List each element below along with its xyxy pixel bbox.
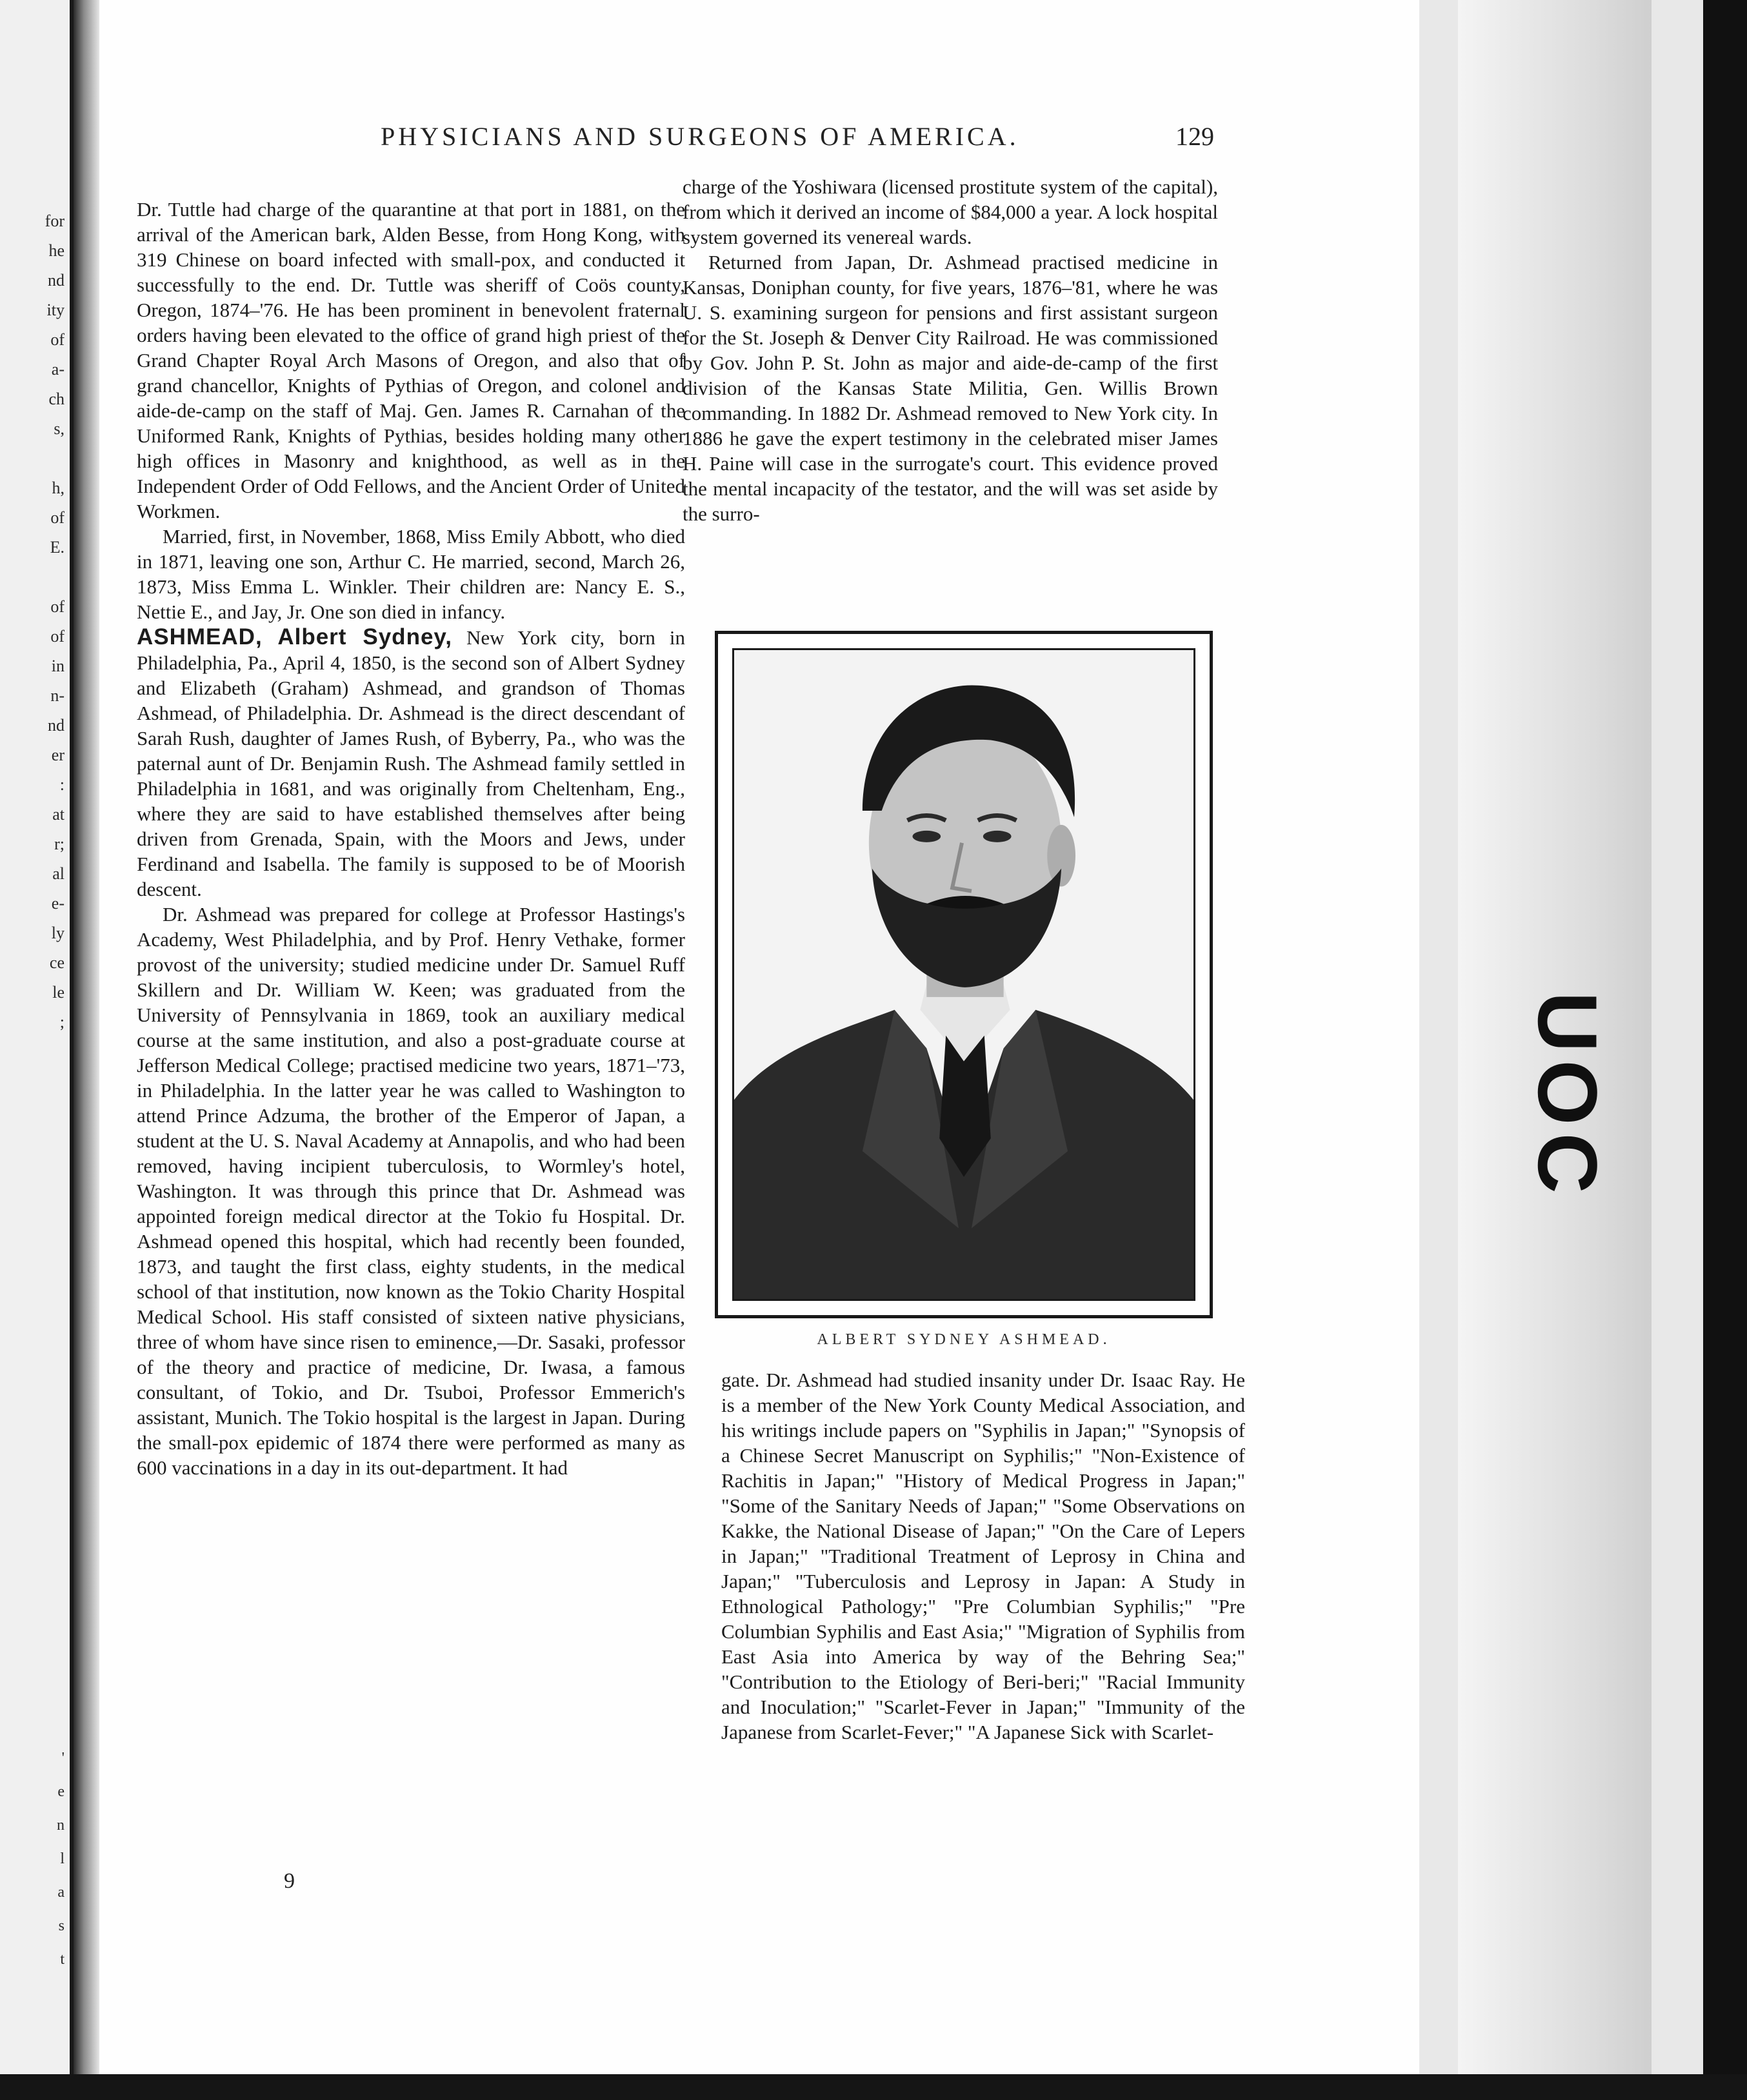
facing-fragment: nd [48,271,65,290]
facing-fragment: a [57,1884,65,1901]
facing-fragment: s, [54,419,65,438]
facing-fragment: e- [51,894,65,913]
facing-fragment: E. [50,538,65,557]
facing-fragment: h, [52,479,65,497]
right-column-bottom [721,1367,1245,1745]
facing-fragment: al [52,864,65,883]
facing-fragment: of [50,508,65,527]
book-gutter [74,0,99,2100]
facing-fragment: at [52,805,65,824]
facing-fragment: l [60,1850,65,1867]
paragraph: gate. Dr. Ashmead had studied insanity under Dr. Isaac Ray. He is a member of the New York County Medical Association, and his writings include papers on "Syphilis in Japan;" "Synopsis of a Chinese Secret Manuscript on Syphilis;" "Non-Existence of Rachitis in Japan;" "History of Medical Progress in Japan;" "Some of the Sanitary Needs of Japan;" "Some Observations on Kakke, the National Disease of Japan;" "On the Care of Lepers in Japan;" "Traditional Treatment of Leprosy in China and Japan;" "Tuberculosis and Leprosy in Japan: A Study in Ethnological Pathology;" "Pre Columbian Syphilis;" "Pre Columbian Syphilis and East Asia;" "Migration of Syphilis from East Asia into America by way of the Behring Sea;" "Contribution to the Etiology of Beri-beri;" "Racial Immunity and Inoculation;" "Scarlet-Fever in Japan;" "Immunity of the Japanese from Scarlet-Fever;" "A Japanese Sick with Scarlet- [721,1369,1245,1743]
facing-fragment: le [52,983,65,1002]
paragraph: Returned from Japan, Dr. Ashmead practised medicine in Kansas, Doniphan county, for five years, 1876–'81, where he was U. S. examining surgeon for pensions and first assistant surgeon for the St. Joseph & Denver City Railroad. He was commissioned by Gov. John P. St. John as major and aide-de-camp of the first division of the Kansas State Militia, Gen. Willis Brown commanding. In 1882 Dr. Ashmead removed to New York city. In 1886 he gave the expert testimony in the celebrated miser James H. Paine will case in the surrogate's court. This evidence proved the mental incapacity of the testator, and the will was set aside by the surro- [683,251,1218,525]
facing-fragment: he [48,241,65,260]
facing-fragment: nd [48,716,65,735]
facing-fragment: ch [48,390,65,408]
facing-fragment: n- [50,686,65,705]
facing-fragment: s [58,1917,65,1934]
facing-page-text [5,206,65,1037]
page-number: 129 [1175,122,1214,151]
facing-fragment: ' [61,1750,65,1767]
paragraph: Married, first, in November, 1868, Miss Emily Abbott, who died in 1871, leaving one son, Arthur C. He married, second, March 26, 1873, Miss Emma L. Winkler. Their children are: Nancy E. S., Nettie E., and Jay, Jr. One son died in infancy. [137,525,685,623]
biography-entry [137,624,685,902]
facing-fragment: of [50,330,65,349]
portrait-frame [715,631,1213,1318]
facing-fragment: r; [54,835,65,853]
portrait-illustration [734,650,1193,1299]
left-column [137,197,685,1480]
archive-watermark [1503,967,1632,1225]
facing-fragment: in [51,657,65,675]
paragraph: charge of the Yoshiwara (licensed prostitute system of the capital), from which it derived an income of $84,000 a year. A lock hospital system governed its venereal wards. [683,175,1218,248]
entry-text: New York city, born in Philadelphia, Pa., April 4, 1850, is the second son of Albert Sydney and Elizabeth (Graham) Ashmead, and grandson of Thomas Ashmead, of Philadelphia. Dr. Ashmead is the direct descendant of Sarah Rush, daughter of James Rush, of Byberry, Pa., who was the paternal aunt of Dr. Benjamin Rush. The Ashmead family settled in Philadelphia in 1681, and was originally from Cheltenham, Eng., where they are said to have established themselves after being driven from Grenada, Spain, with the Moors and Jews, under Ferdinand and Isabella. The family is supposed to be of Moorish descent. [137,626,685,900]
paragraph: Dr. Tuttle had charge of the quarantine at that port in 1881, on the arrival of the American bark, Alden Besse, from Hong Kong, with 319 Chinese on board infected with small-pox, and conducted it successfully to the end. Dr. Tuttle was sheriff of Coös county, Oregon, 1874–'76. He has been prominent in benevolent fraternal orders having been elevated to the office of grand high priest of the Grand Chapter Royal Arch Masons of Oregon, and also that of grand chancellor, Knights of Pythias of Oregon, and colonel and aide-de-camp on the staff of Maj. Gen. James R. Carnahan of the Uniformed Rank, Knights of Pythias, besides holding many other high offices in Masonry and knighthood, as well as in the Independent Order of Odd Fellows, and the Ancient Order of United Workmen. [137,198,685,522]
entry-name: ASHMEAD, Albert Sydney, [137,624,453,649]
facing-fragment: n [57,1817,65,1834]
running-head: PHYSICIANS AND SURGEONS OF AMERICA. [381,122,1019,151]
facing-page-bottom-text [5,1741,65,1976]
facing-fragment: ly [51,924,65,942]
facing-fragment: ity [46,301,65,319]
signature-mark: 9 [284,1869,295,1893]
archive-watermark-text: UOC [1521,991,1615,1202]
portrait-caption: ALBERT SYDNEY ASHMEAD. [817,1331,1111,1348]
facing-fragment: t [60,1951,65,1968]
facing-fragment: a- [51,360,65,379]
facing-fragment: : [59,775,65,794]
facing-fragment: for [45,212,65,230]
portrait-photo [732,648,1195,1301]
facing-fragment [5,562,65,592]
paragraph: Dr. Ashmead was prepared for college at Professor Hastings's Academy, West Philadelphia, and by Prof. Henry Vethake, former provost of the university; studied medicine under Dr. Samuel Ruff Skillern and Dr. William W. Keen; was graduated from the University of Pennsylvania in 1869, took an auxiliary medical course at the same institution, and also a post-graduate course at Jefferson Medical College; practised medicine two years, 1871–'73, in Philadelphia. In the latter year he was called to Washington to attend Prince Adzuma, the brother of the Emperor of Japan, a student at the U. S. Naval Academy at Annapolis, and who had been removed, having incipient tuberculosis, to Wormley's hotel, Washington. It was through this prince that Dr. Ashmead was appointed foreign medical director at the Tokio fu Hospital. Dr. Ashmead opened this hospital, which had recently been founded, 1873, and taught the first class, eighty students, in the medical school of that institution, now known as the Tokio Charity Hospital Medical School. His staff consisted of sixteen native physicians, three of whom have since risen to eminence,—Dr. Sasaki, professor of the theory and practice of medicine, Dr. Iwasa, a famous consultant, of Tokio, and Dr. Tsuboi, Professor Emmerich's assistant, Munich. The Tokio hospital is the largest in Japan. During the small-pox epidemic of 1874 there were performed as many as 600 vaccinations in a day in its out-department. It had [137,903,685,1479]
facing-fragment: ce [49,953,65,972]
facing-fragment: e [57,1783,65,1800]
scan-border [1703,0,1747,2100]
facing-fragment: of [50,597,65,616]
facing-fragment: of [50,627,65,646]
facing-fragment [5,444,65,473]
facing-fragment: er [51,746,65,764]
right-column-top [683,174,1218,526]
facing-fragment: ; [59,1013,65,1031]
scan-bottom-border [0,2074,1747,2100]
